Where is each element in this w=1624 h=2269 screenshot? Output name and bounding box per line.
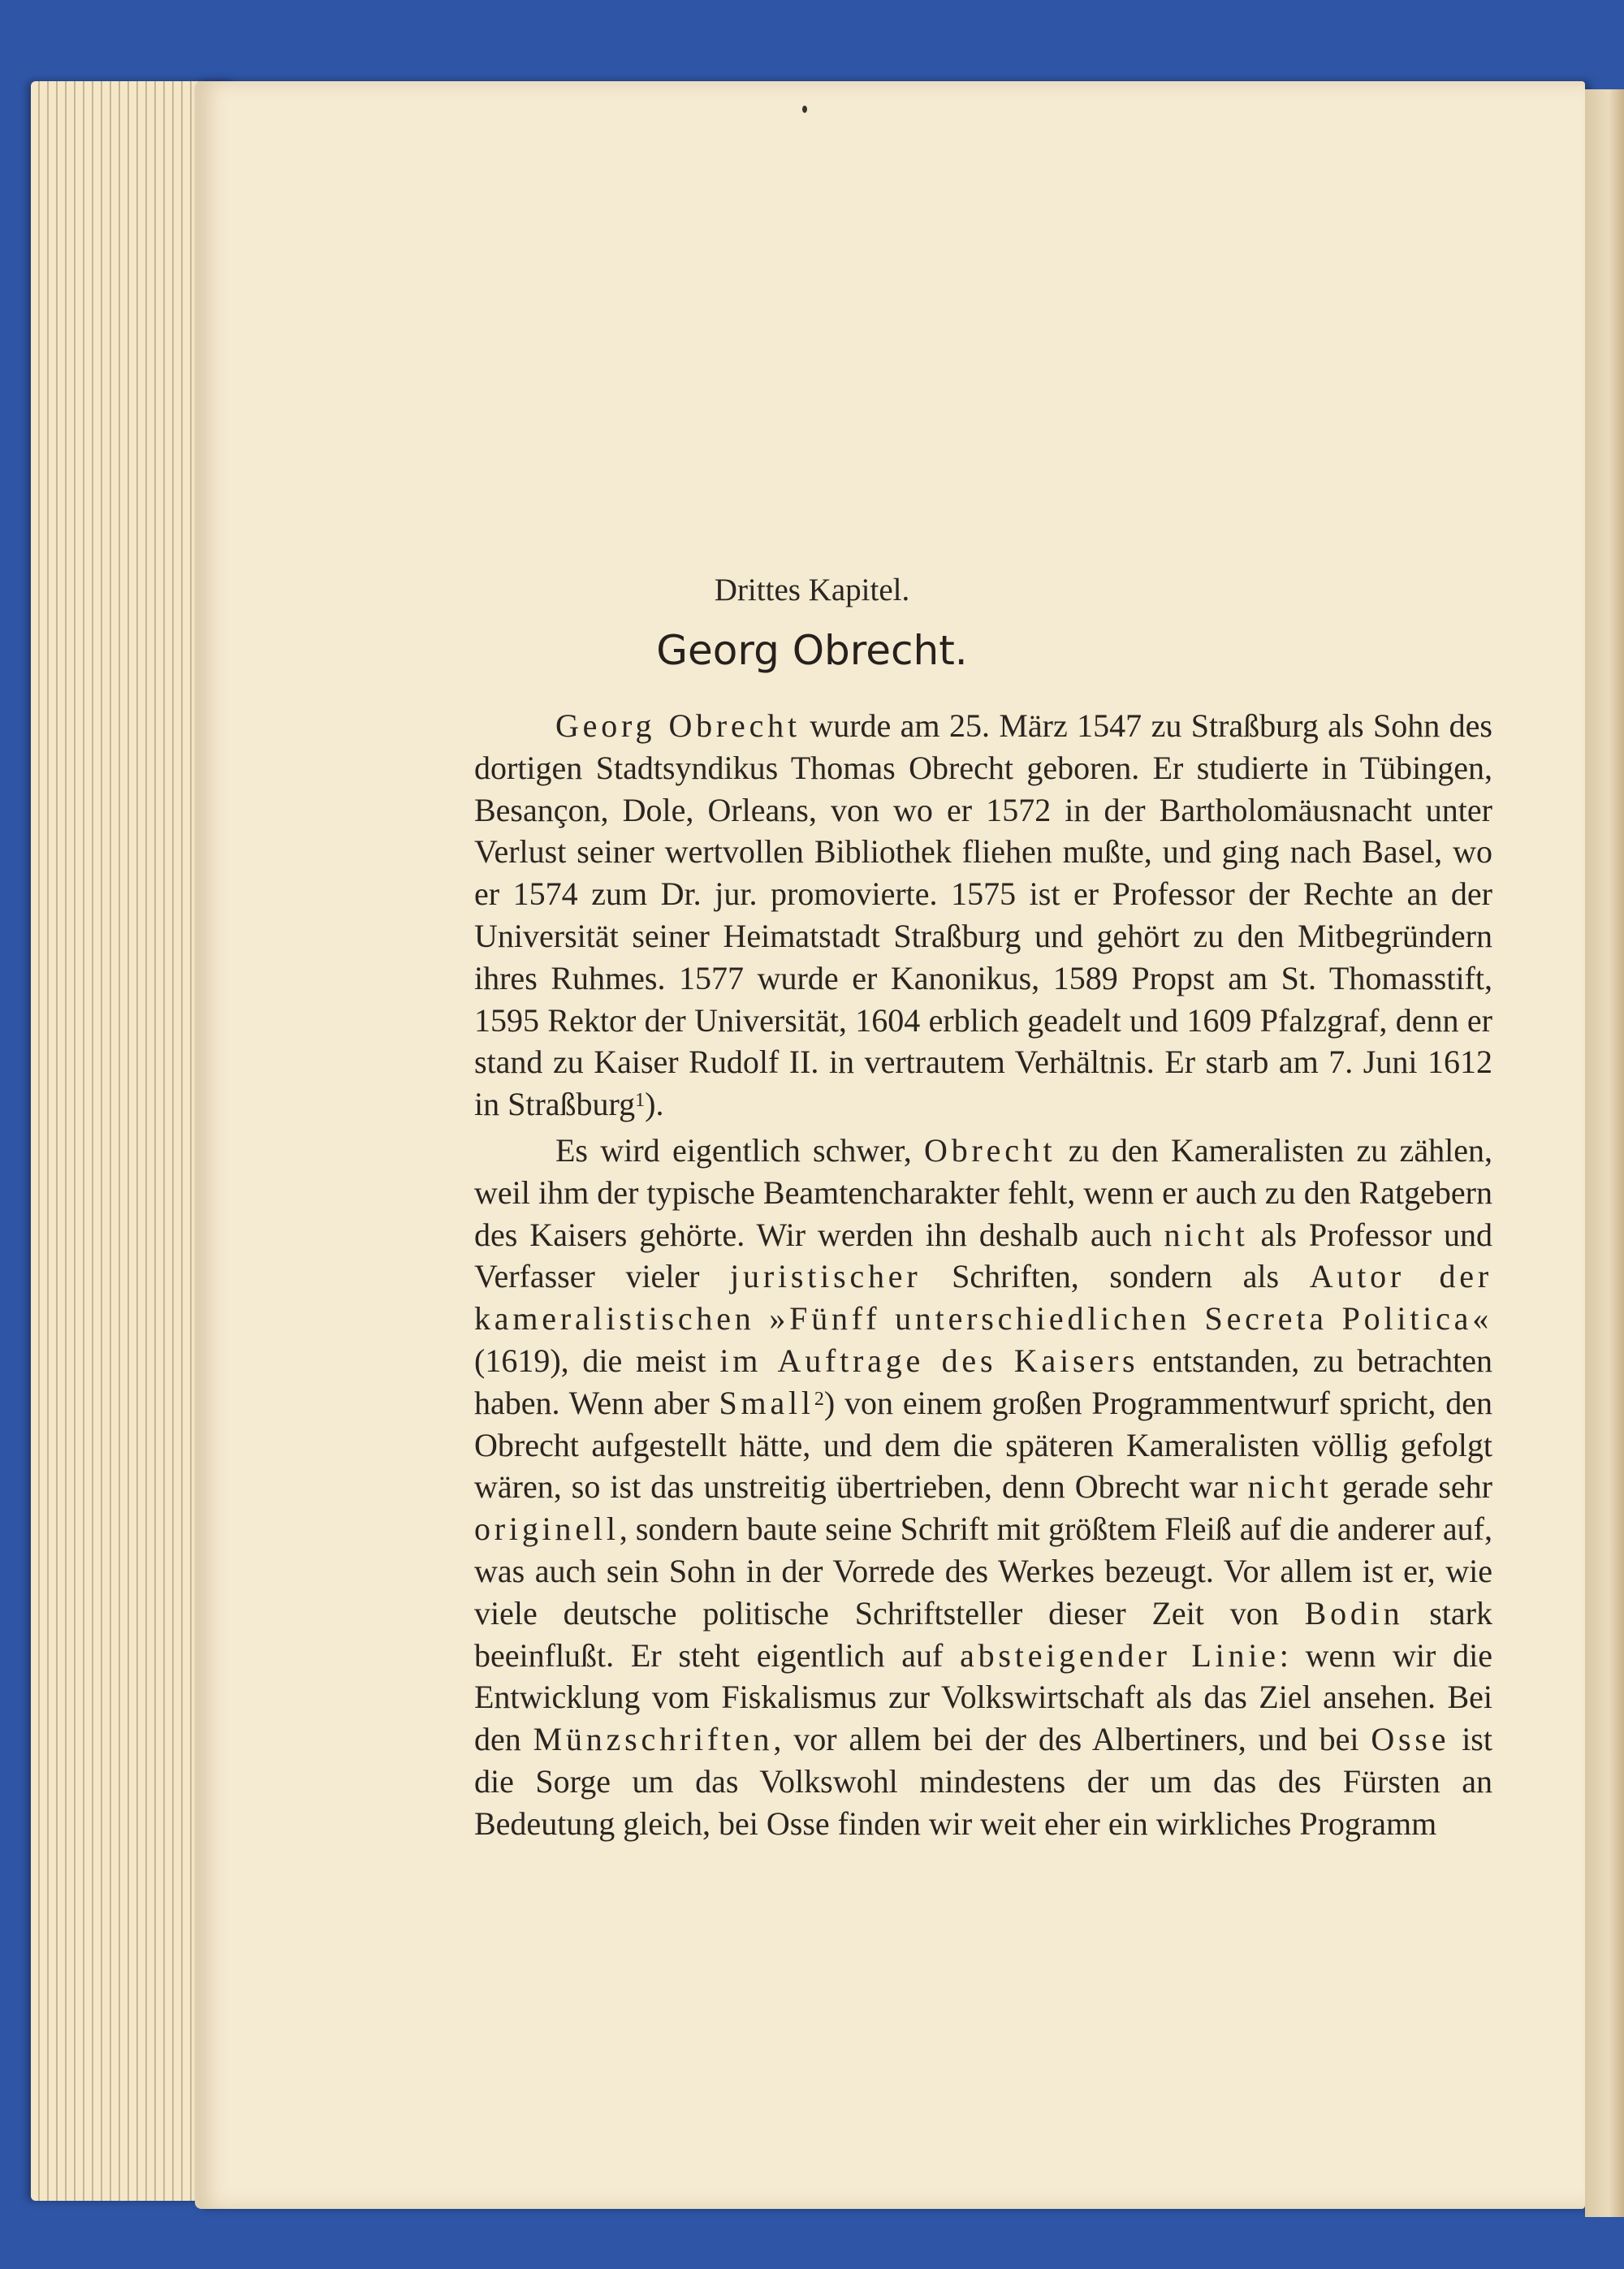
- text-run: gerade sehr: [1332, 1468, 1492, 1506]
- text-run: : wenn wir die Entwicklung vom Fiskalismus zur Volkswirtschaft als das Ziel ansehen. Bei den: [474, 1636, 1492, 1758]
- text-run: stark beeinflußt. Er steht eigentlich auf: [474, 1594, 1492, 1674]
- chapter-label: Drittes Kapitel.: [714, 573, 910, 607]
- text-run: , vor allem bei der des Albertiners, und bei: [773, 1721, 1371, 1758]
- page-mark: [802, 106, 807, 113]
- spaced-emphasis: nicht: [1247, 1468, 1332, 1506]
- text-run: ist die Sorge um das Volkswohl mindestens der um das des Fürsten an Bedeutung gleich, bei Osse finden wir weit eher ein wirkliches Programm: [474, 1721, 1492, 1842]
- spaced-emphasis: Autor der kameralistischen »Fünff unterschiedlichen Secreta Politica«: [474, 1258, 1492, 1338]
- spaced-emphasis: Bodin: [1304, 1594, 1404, 1632]
- text-run: Schriften, sondern als: [921, 1258, 1310, 1295]
- spaced-emphasis: Small: [719, 1384, 814, 1421]
- spaced-emphasis: nicht: [1164, 1216, 1249, 1253]
- spaced-emphasis: Georg Obrecht: [555, 707, 801, 744]
- spaced-emphasis: im Auftrage des Kaisers: [719, 1342, 1139, 1379]
- spaced-emphasis: Osse: [1371, 1721, 1450, 1758]
- paragraph: [474, 705, 1492, 1126]
- footnote-ref: 1: [635, 1090, 646, 1112]
- text-run: ).: [645, 1086, 664, 1123]
- paragraph: [474, 1130, 1492, 1845]
- spaced-emphasis: Obrecht: [924, 1131, 1056, 1169]
- text-run: zu den Kameralisten zu zählen, weil ihm der typische Beamtencharakter fehlt, wenn er auch zu den Ratgebern des Kaisers gehörte. Wir werden ihn deshalb auch: [474, 1131, 1492, 1253]
- text-run: (1619), die meist: [474, 1342, 720, 1379]
- spaced-emphasis: originell: [474, 1511, 620, 1548]
- text-run: Es wird eigentlich schwer,: [555, 1131, 925, 1169]
- footnote-ref: 2: [814, 1388, 824, 1410]
- body-text: [474, 705, 1492, 1849]
- text-run: wurde am 25. März 1547 zu Straßburg als Sohn des dortigen Stadtsyndikus Thomas Obrecht geboren. Er studierte in Tübingen, Besançon, Dole, Orleans, von wo er 1572 in der Bartholomäusnacht unter Verlust seiner wertvollen Bibliothek fliehen mußte, und ging nach Basel, wo er 1574 zum Dr. jur. promovierte. 1575 ist er Professor der Rechte an der Universität seiner Heimatstadt Straßburg und gehört zu den Mitbegründern ihres Ruhmes. 1577 wurde er Kanonikus, 1589 Propst am St. Thomasstift, 1595 Rektor der Universität, 1604 erblich geadelt und 1609 Pfalzgraf, denn er stand zu Kaiser Rudolf II. in vertrautem Verhältnis. Er starb am 7. Juni 1612 in Straßburg: [474, 707, 1493, 1123]
- text-run: als Professor und Verfasser vieler: [474, 1216, 1493, 1295]
- spaced-emphasis: Münzschriften: [533, 1721, 774, 1758]
- chapter-title: Georg Obrecht.: [656, 627, 968, 674]
- facing-page-edge: [1585, 89, 1624, 2217]
- spaced-emphasis: absteigender Linie: [960, 1636, 1280, 1674]
- text-run: , sondern baute seine Schrift mit größtem Fleiß auf die anderer auf, was auch sein Sohn in der Vorrede des Werkes bezeugt. Vor allem ist er, wie viele deutsche politische Schriftsteller dieser Zeit von: [474, 1511, 1492, 1632]
- spaced-emphasis: juristischer: [730, 1258, 922, 1295]
- text-run: ) von einem großen Programmentwurf spricht, den Obrecht aufgestellt hätte, und dem die späteren Kameralisten völlig gefolgt wären, so ist das unstreitig übertrieben, denn Obrecht war: [474, 1384, 1493, 1506]
- text-run: entstanden, zu betrachten haben. Wenn aber: [474, 1342, 1492, 1421]
